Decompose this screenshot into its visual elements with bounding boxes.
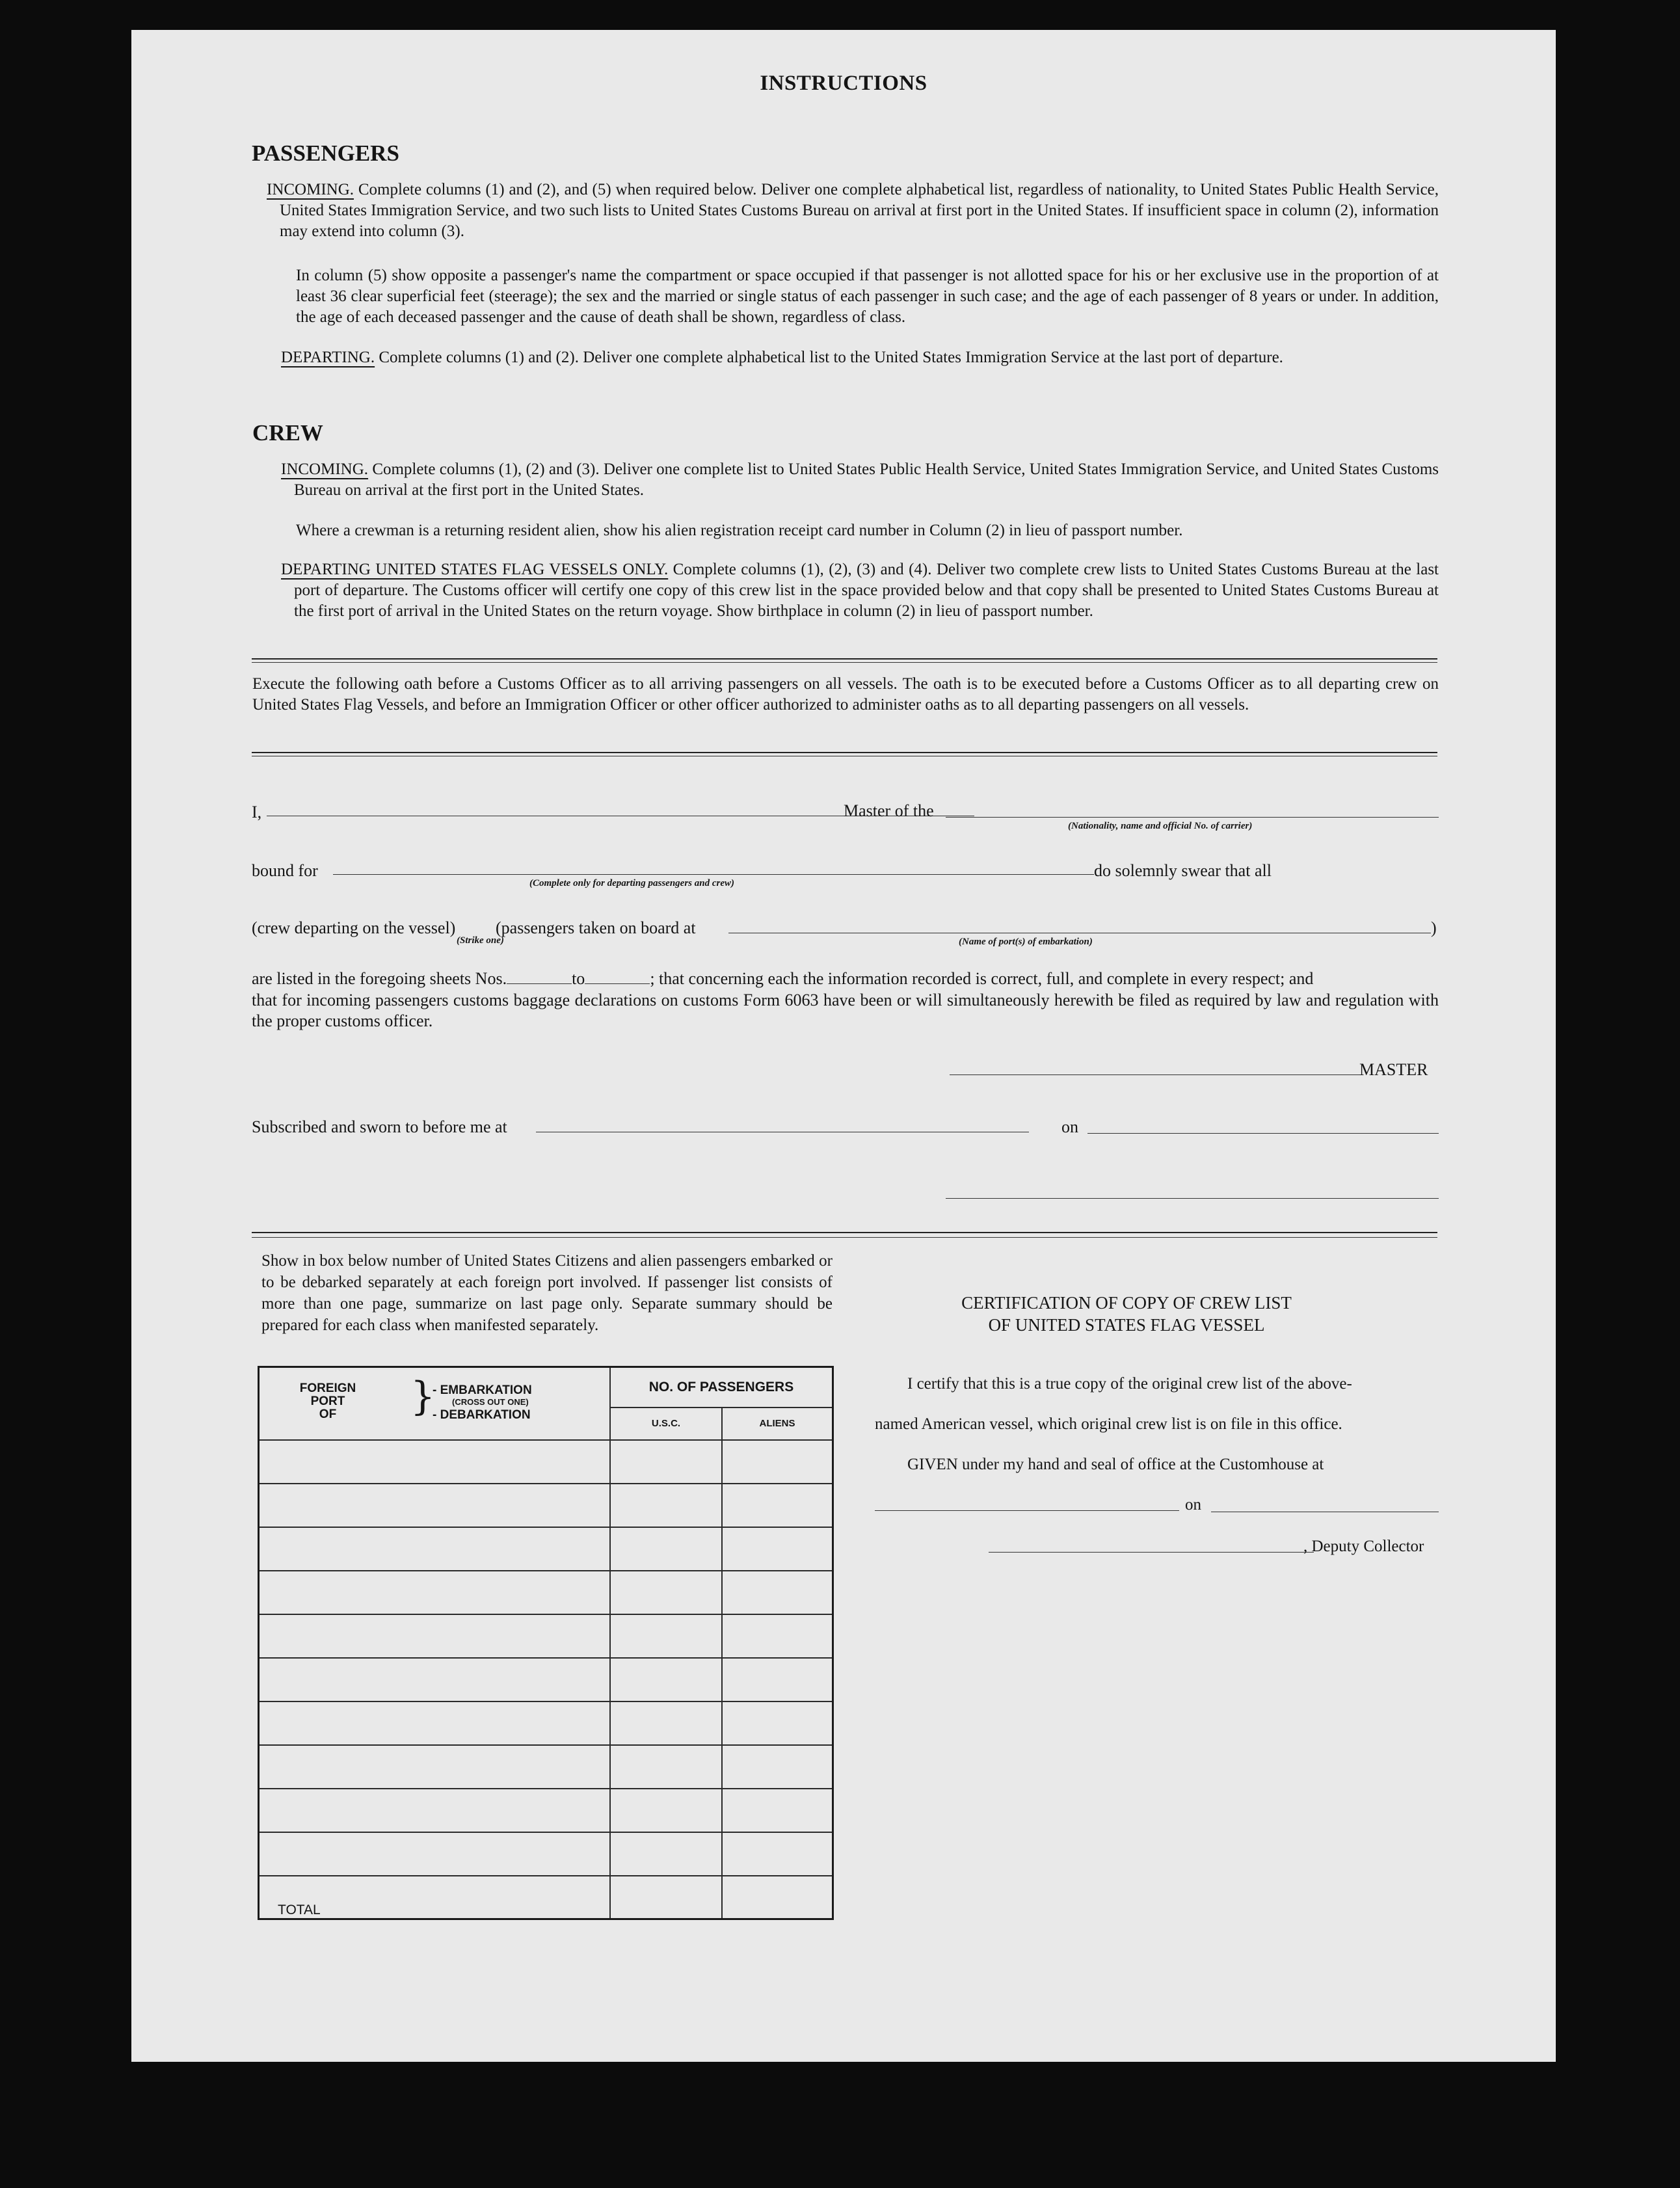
master-label: MASTER bbox=[1359, 1060, 1428, 1079]
divider bbox=[252, 1237, 1437, 1238]
aliens-cell[interactable] bbox=[722, 1571, 833, 1614]
officer-signature-field[interactable] bbox=[946, 1198, 1439, 1199]
aliens-total-cell[interactable] bbox=[722, 1876, 833, 1919]
customhouse-field[interactable] bbox=[875, 1510, 1179, 1511]
usc-cell[interactable] bbox=[610, 1832, 722, 1876]
port-cell[interactable] bbox=[259, 1789, 611, 1832]
crew-incoming-lead: INCOMING. bbox=[281, 460, 369, 478]
form-sheet bbox=[131, 30, 1556, 2062]
usc-cell[interactable] bbox=[610, 1658, 722, 1701]
port-cell[interactable] bbox=[259, 1527, 611, 1571]
sheet-to-field[interactable] bbox=[585, 983, 650, 984]
no-passengers-header: NO. OF PASSENGERS bbox=[610, 1367, 833, 1408]
divider bbox=[252, 662, 1437, 663]
passenger-summary-table bbox=[258, 1366, 834, 1920]
foreign-port-label: PORT bbox=[310, 1394, 345, 1408]
port-cell[interactable] bbox=[259, 1701, 611, 1745]
oath-bound-for-label: bound for bbox=[252, 861, 318, 880]
crew-departing-text: Complete columns (1), (2), (3) and (4). Deliver two complete crew lists to United States Customs Bureau at the last port of departure. The Customs officer will certify one copy of this crew list in the space provided below and that copy shall be presented to United States Customs Bureau at the first port of arrival in the United States on the return voyage. Show birthplace in column (2) in lieu of passport number. bbox=[294, 561, 1439, 620]
strike-one-caption: (Strike one) bbox=[457, 935, 504, 946]
deputy-collector-label: , Deputy Collector bbox=[1303, 1538, 1424, 1555]
usc-header: U.S.C. bbox=[610, 1408, 722, 1440]
aliens-cell[interactable] bbox=[722, 1527, 833, 1571]
passengers-departing-paragraph bbox=[281, 347, 1439, 368]
port-cell[interactable] bbox=[259, 1832, 611, 1876]
passengers-column5-paragraph: In column (5) show opposite a passenger's name the compartment or space occupied if that passenger is not allotted space for his or her exclusive use in the proportion of at least 36 clear superficial feet (steerage); the sex and the married or single status of each passenger in such case; and the age of each passenger of 8 years or under. In addition, the age of each deceased passenger and the cause of death shall be shown, regardless of class. bbox=[296, 267, 1439, 326]
port-cell[interactable] bbox=[259, 1658, 611, 1701]
listed-suffix: ; that concerning each the information recorded is correct, full, and complete in every respect; and bbox=[650, 969, 1314, 988]
usc-cell[interactable] bbox=[610, 1571, 722, 1614]
divider bbox=[252, 1232, 1437, 1233]
oath-master-of-label: Master of the bbox=[844, 801, 934, 820]
passengers-departing-text: Complete columns (1) and (2). Deliver one complete alphabetical list to the United States Immigration Service at the last port of departure. bbox=[379, 349, 1283, 366]
cross-out-note: (CROSS OUT ONE) bbox=[452, 1397, 529, 1407]
divider bbox=[252, 752, 1437, 753]
usc-cell[interactable] bbox=[610, 1701, 722, 1745]
sworn-on-label: on bbox=[1061, 1117, 1078, 1136]
carrier-field[interactable] bbox=[946, 817, 1439, 818]
certification-line-1: I certify that this is a true copy of the original crew list of the above- bbox=[907, 1375, 1352, 1393]
oath-swear-text: do solemnly swear that all bbox=[1094, 861, 1272, 880]
usc-cell[interactable] bbox=[610, 1614, 722, 1658]
aliens-cell[interactable] bbox=[722, 1658, 833, 1701]
listed-prefix: are listed in the foregoing sheets Nos. bbox=[252, 969, 507, 988]
embarkation-port-caption: (Name of port(s) of embarkation) bbox=[959, 937, 1093, 947]
brace: } bbox=[410, 1374, 436, 1419]
usc-total-cell[interactable] bbox=[610, 1876, 722, 1919]
passengers-taken-option[interactable]: (passengers taken on board at bbox=[496, 918, 696, 937]
passengers-incoming-paragraph bbox=[267, 180, 1439, 242]
listed-sheets-line bbox=[252, 969, 1313, 989]
divider bbox=[252, 658, 1437, 660]
usc-cell[interactable] bbox=[610, 1789, 722, 1832]
oath-execute-instructions: Execute the following oath before a Customs Officer as to all arriving passengers on all vessels. The oath is to be executed before a Customs Officer as to all departing crew on United States Flag Vessels, and before an Immigration Officer or other officer authorized to administer oaths as to all departing passengers on all vessels. bbox=[252, 675, 1439, 714]
deputy-collector-signature-field[interactable] bbox=[989, 1552, 1314, 1553]
embarkation-option[interactable]: - EMBARKATION bbox=[433, 1383, 532, 1397]
certification-heading-line: CERTIFICATION OF COPY OF CREW LIST bbox=[961, 1293, 1292, 1313]
subscribed-label: Subscribed and sworn to before me at bbox=[252, 1117, 507, 1136]
usc-cell[interactable] bbox=[610, 1527, 722, 1571]
close-paren: ) bbox=[1431, 918, 1437, 937]
oath-i-label: I, bbox=[252, 803, 262, 821]
listed-line-2: that for incoming passengers customs baggage declarations on customs Form 6063 have been or will simultaneously herewith be filed as required by law and regulation with the proper customs officer. bbox=[252, 991, 1439, 1030]
aliens-cell[interactable] bbox=[722, 1614, 833, 1658]
foreign-port-label: OF bbox=[319, 1408, 337, 1421]
aliens-header: ALIENS bbox=[722, 1408, 833, 1440]
crew-departing-paragraph bbox=[281, 559, 1439, 622]
listed-to: to bbox=[572, 969, 585, 988]
crew-departing-option[interactable]: (crew departing on the vessel) bbox=[252, 918, 456, 937]
certification-line-3: GIVEN under my hand and seal of office at the Customhouse at bbox=[907, 1456, 1324, 1473]
certification-heading-line: OF UNITED STATES FLAG VESSEL bbox=[988, 1315, 1265, 1335]
crew-incoming-paragraph bbox=[281, 459, 1439, 501]
aliens-cell[interactable] bbox=[722, 1440, 833, 1484]
bound-for-caption: (Complete only for departing passengers and crew) bbox=[529, 878, 734, 888]
crew-resident-paragraph: Where a crewman is a returning resident alien, show his alien registration receipt card number in Column (2) in lieu of passport number. bbox=[296, 522, 1183, 539]
port-cell[interactable] bbox=[259, 1440, 611, 1484]
foreign-port-label: FOREIGN bbox=[299, 1381, 356, 1395]
sworn-date-field[interactable] bbox=[1087, 1133, 1439, 1134]
sheet-from-field[interactable] bbox=[507, 983, 572, 984]
certification-line-2: named American vessel, which original crew list is on file in this office. bbox=[875, 1415, 1342, 1433]
crew-incoming-text: Complete columns (1), (2) and (3). Deliver one complete list to United States Public Health Service, United States Immigration Service, and United States Customs Bureau on arrival at the first port in the United States. bbox=[294, 460, 1439, 499]
master-signature-field[interactable] bbox=[950, 1074, 1361, 1075]
usc-cell[interactable] bbox=[610, 1484, 722, 1527]
crew-departing-lead: DEPARTING UNITED STATES FLAG VESSELS ONLY. bbox=[281, 561, 669, 578]
carrier-caption: (Nationality, name and official No. of carrier) bbox=[1068, 821, 1253, 831]
passengers-incoming-lead: INCOMING. bbox=[267, 181, 354, 198]
port-cell[interactable] bbox=[259, 1745, 611, 1789]
port-cell[interactable] bbox=[259, 1614, 611, 1658]
page-title: INSTRUCTIONS bbox=[760, 72, 927, 95]
passengers-heading: PASSENGERS bbox=[252, 140, 399, 166]
aliens-cell[interactable] bbox=[722, 1789, 833, 1832]
destination-field[interactable] bbox=[333, 874, 1094, 875]
certification-heading bbox=[879, 1292, 1374, 1336]
crew-heading: CREW bbox=[252, 420, 323, 446]
passengers-incoming-text: Complete columns (1) and (2), and (5) when required below. Deliver one complete alphabetical list, regardless of nationality, to United States Public Health Service, United States Immigration Service, and two such lists to United States Customs Bureau on arrival at first port in the United States. If insufficient space in column (2), information may extend into column (3). bbox=[280, 181, 1439, 240]
aliens-cell[interactable] bbox=[722, 1484, 833, 1527]
certification-on-label: on bbox=[1185, 1496, 1201, 1514]
port-cell[interactable] bbox=[259, 1484, 611, 1527]
usc-cell[interactable] bbox=[610, 1440, 722, 1484]
passengers-departing-lead: DEPARTING. bbox=[281, 349, 375, 366]
aliens-cell[interactable] bbox=[722, 1701, 833, 1745]
total-label: TOTAL bbox=[259, 1876, 611, 1919]
port-cell[interactable] bbox=[259, 1571, 611, 1614]
summary-instructions: Show in box below number of United States Citizens and alien passengers embarked or to be debarked separately at each foreign port involved. If passenger list consists of more than one page, summarize on last page only. Separate summary should be prepared for each class when manifested separately. bbox=[261, 1252, 833, 1334]
aliens-cell[interactable] bbox=[722, 1745, 833, 1789]
usc-cell[interactable] bbox=[610, 1745, 722, 1789]
aliens-cell[interactable] bbox=[722, 1832, 833, 1876]
debarkation-option[interactable]: - DEBARKATION bbox=[433, 1408, 531, 1422]
foreign-port-header bbox=[259, 1367, 611, 1440]
